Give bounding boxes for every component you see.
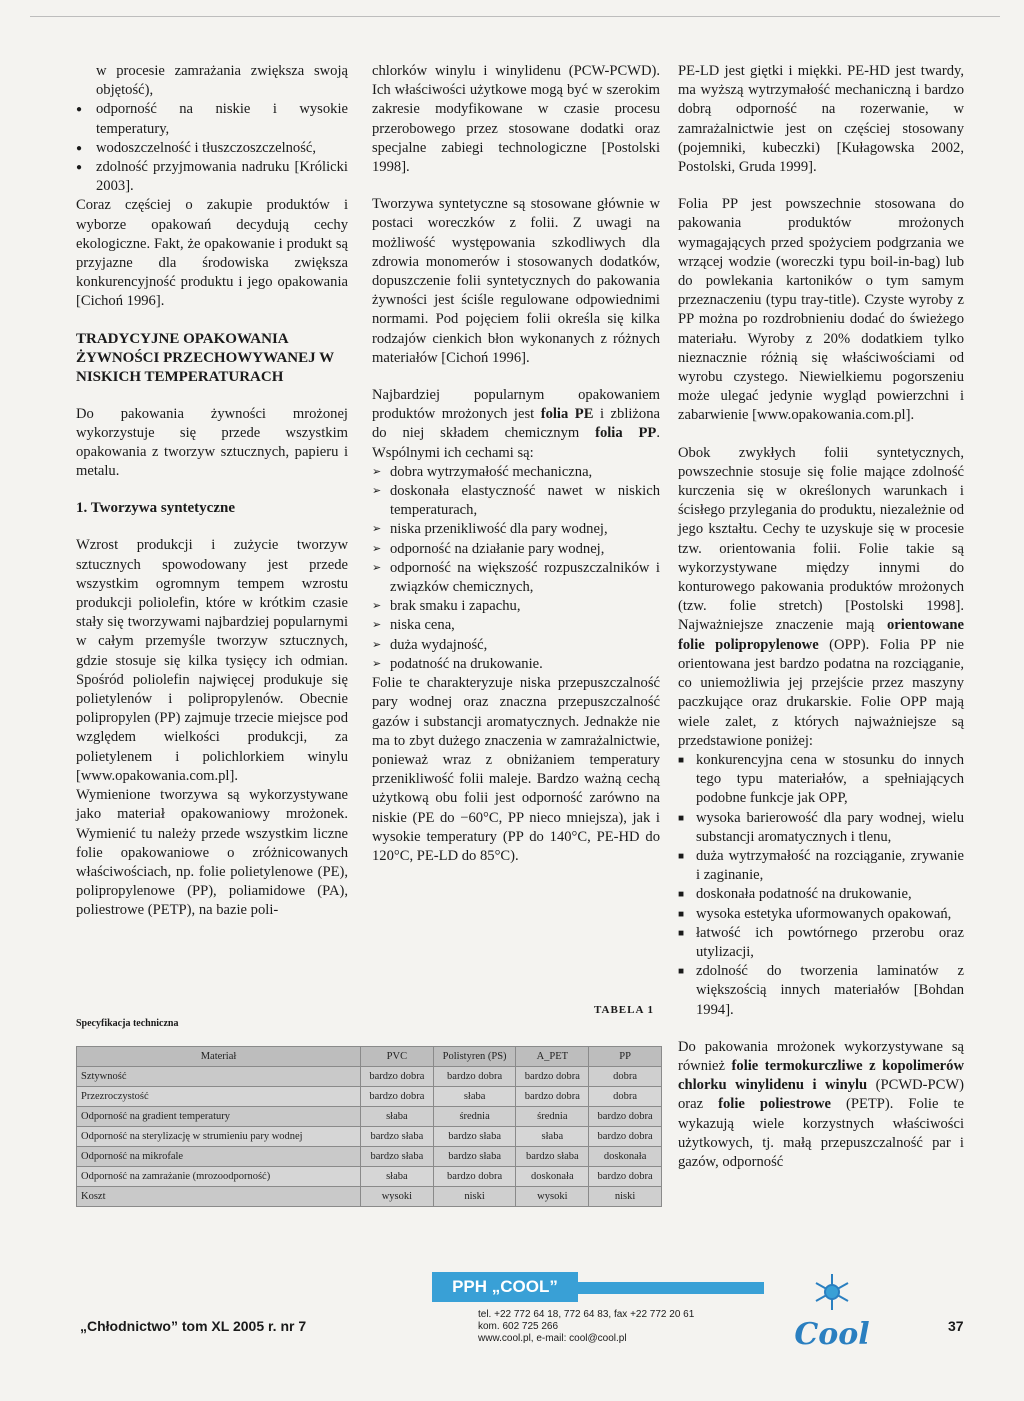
list-item: ■ doskonała podatność na drukowanie, [678,885,964,904]
bold-term: folia PE [540,406,594,423]
column-2 [372,62,660,866]
table-header: PP [589,1047,662,1067]
list-item: ■ wysoka barierowość dla pary wodnej, wielu substancji aromatycznych i tlenu, [678,809,964,847]
text-run: (PCWD-PCW) oraz [678,1077,964,1113]
ad-bar [578,1282,764,1294]
table-cell: średnia [433,1107,516,1127]
table-cell: doskonała [589,1147,662,1167]
list-item: ● zdolność przyjmowania nadruku [Królicki 2003]. [76,158,348,196]
table-cell: bardzo słaba [433,1147,516,1167]
table-header: Materiał [77,1047,361,1067]
list-item: ● odporność na niskie i wysokie temperatury, [76,100,348,138]
list-item: ➢ odporność na większość rozpuszczalników i związków chemicznych, [372,559,660,597]
table-cell: bardzo dobra [361,1087,434,1107]
table-cell: wysoki [516,1187,589,1207]
col2-para-2: Tworzywa syntetyczne są stosowane głównie w postaci woreczków z folii. Z uwagi na możliwość występowania szkodliwych dla zdrowia monomerów i stosowanych dodatków, dopuszczenie folii syntetycznych do pakowania żywności jest ściśle regulowane odpowiednimi normami. Pod pojęciem folii określa się kilka rodzajów cienkich błon wykonanych z różnych materiałów [Cichoń 1996]. [372,196,660,366]
col1-para-1: Coraz częściej o zakupie produktów i wyborze opakowań decydują cechy ekologiczne. Fakt, że opakowanie i produkt są przyjazne dla środowiska zwiększa konkurencyjność produktu i jego opakowania [Cichoń 1996]. [76,197,348,310]
text-run: . Wspólnymi ich cechami są: [372,425,660,461]
table-header: Polistyren (PS) [433,1047,516,1067]
subsection-heading: 1. Tworzywa syntetyczne [76,500,235,517]
spec-table [76,1046,662,1207]
col1-bullet-list [76,100,348,196]
section-heading: TRADYCYJNE OPAKOWANIA ŻYWNOŚCI PRZECHOWYWANEJ W NISKICH TEMPERATURACH [76,330,334,385]
list-item: ➢ dobra wytrzymałość mechaniczna, [372,463,660,482]
table-row [77,1127,662,1147]
table-cell: słaba [361,1167,434,1187]
table-header: PVC [361,1047,434,1067]
bold-term: folia PP [595,425,657,442]
table-cell: bardzo słaba [361,1147,434,1167]
text-run: (PETP). Folie te wykazują wiele korzystnych właściwości użytkowych, tj. małą przepuszczalność par i gazów, odporność [678,1096,964,1170]
ad-phone: tel. +22 772 64 18, 772 64 83, fax +22 772 20 61 [478,1309,695,1320]
col3-para-3 [678,444,964,751]
column-1 [76,62,348,921]
table-cell: słaba [516,1127,589,1147]
col2-para-4: Folie te charakteryzuje niska przepuszczalność pary wodnej oraz znaczna przepuszczalność gazów i substancji aromatycznych. Jednakże nie ma to zbyt dużego znaczenia w zamrażalnictwie, ponieważ wraz z obniżaniem temperatury przenikliwość folii maleje. Bardzo ważną cechą użytkową obu folii jest odporność zarówno na niskie (PE do −60°C, PP nieco mniejsza), jak i wysokie temperatury (PP do 140°C, PE-HD do 120°C, PE-LD do 85°C). [372,675,660,864]
table-cell: Odporność na zamrażanie (mrozoodporność) [77,1167,361,1187]
table-cell: bardzo dobra [589,1107,662,1127]
ad-mobile: kom. 602 725 266 [478,1321,559,1332]
table-cell: bardzo dobra [361,1067,434,1087]
table-header: A_PET [516,1047,589,1067]
col3-para-1: PE-LD jest giętki i miękki. PE-HD jest twardy, ma wyższą wytrzymałość mechaniczną i bardzo dobrą odporność na rozerwanie, w zamrażalnictwie jest on częściej stosowany (pojemniki, kubeczki) [Kułagowska 2002, Postolski, Gruda 1999]. [678,63,964,176]
col2-para-3 [372,386,660,463]
table-cell: Koszt [77,1187,361,1207]
table-row [77,1107,662,1127]
table-cell: bardzo dobra [516,1087,589,1107]
col1-para-3: Wzrost produkcji i zużycie tworzyw sztucznych spowodowany jest przede wszystkim ogromnym tempem wzrostu produkcji poliolefin, które w krótkim czasie stały się tworzywami najbardziej popularnymi w całym przemyśle tworzyw sztucznych, gdzie stosuje się kilka tysięcy ich odmian. Spośród poliolefin najwięcej produkuje się polietylenów i polipropylenów. Obecnie polipropylen (PP) zajmuje trzecie miejsce pod względem wielkości produkcji, za polietylenem i polichlorkiem winylu [www.opakowania.com.pl]. [76,537,348,784]
table-header-row [77,1047,662,1067]
ad-web: www.cool.pl, e-mail: cool@cool.pl [478,1333,627,1344]
table-cell: bardzo dobra [589,1167,662,1187]
table-row [77,1067,662,1087]
table-cell: Sztywność [77,1067,361,1087]
logo-text: Cool [794,1317,870,1352]
table-row [77,1167,662,1187]
table-cell: średnia [516,1107,589,1127]
table-cell: słaba [433,1087,516,1107]
col1-para-2: Do pakowania żywności mrożonej wykorzystuje się przede wszystkim opakowania z tworzyw sztucznych, papieru i metalu. [76,405,348,480]
list-item: ➢ duża wydajność, [372,636,660,655]
bold-term: folie termokurczliwe z kopolimerów chlorku winylidenu i winylu [678,1057,964,1094]
text-run: (OPP). Folia PP nie orientowana jest bardzo podatna na rozciąganie, co uniemożliwia jej przejście przez maszyny paczkujące oraz drukarskie. Folie OPP mają wiele zalet, z których najważniejsze są przedstawione poniżej: [678,636,964,749]
table-cell: bardzo słaba [516,1147,589,1167]
list-item: ■ konkurencyjna cena w stosunku do innych tego typu materiałów, a spełniających podobne funkcje jak OPP, [678,751,964,809]
table-row [77,1187,662,1207]
list-item: ■ wysoka estetyka uformowanych opakowań, [678,905,964,924]
table-cell: wysoki [361,1187,434,1207]
list-item: ➢ niska cena, [372,616,660,635]
table-cell: niski [589,1187,662,1207]
table-cell: bardzo słaba [361,1127,434,1147]
bold-term: folie poliestrowe [718,1096,831,1113]
table-cell: bardzo dobra [433,1067,516,1087]
cool-logo [782,1270,882,1360]
text-run: Najbardziej popularnym opakowaniem produktów mrożonych jest [372,387,660,423]
table-row [77,1087,662,1107]
list-item: ■ zdolność do tworzenia laminatów z większością innych materiałów [Bohdan 1994]. [678,962,964,1020]
table-cell: Odporność na mikrofale [77,1147,361,1167]
table-cell: niski [433,1187,516,1207]
table-cell: bardzo dobra [589,1127,662,1147]
table-cell: Odporność na gradient temperatury [77,1107,361,1127]
table-cell: Przezroczystość [77,1087,361,1107]
table-cell: doskonała [516,1167,589,1187]
list-item: ● wodoszczelność i tłuszczoszczelność, [76,139,348,158]
table-cell: bardzo słaba [433,1127,516,1147]
ad-contact [478,1309,694,1345]
table-row [77,1147,662,1167]
table-cell: słaba [361,1107,434,1127]
bold-term: orientowane folie polipropylenowe [678,617,964,653]
col1-para-4: Wymienione tworzywa są wykorzystywane jako materiał opakowaniowy mrożonek. Wymienić tu należy przede wszystkim liczne folie opakowaniowe o zróżnicowanych właściwościach, np. folie polietylenowe (PE), polipropylenowe (PP), poliamidowe (PA), poliestrowe (PETP), na bazie poli- [76,787,348,919]
col3-para-4 [678,1038,964,1172]
col3-para-2: Folia PP jest powszechnie stosowana do pakowania produktów mrożonych wymagających przed spożyciem podgrzania we wrzącej wodzie (woreczki typu boil-in-bag) lub do powlekania kartoników o tym samym przeznaczeniu (typu tray-title). Czyste wyroby z PP można po rozdrobnieniu dodać do świeżego materiału. Wyroby z 20% dodatkiem tylko nieznacznie różnią się właściwościami od wyrobu czystego. Niewielkiemu pogorszeniu może ulegać jedynie wygląd powierzchni i zabarwienie [www.opakowania.com.pl]. [678,196,964,424]
journal-citation: „Chłodnictwo” tom XL 2005 r. nr 7 [80,1318,307,1334]
column-3 [678,62,964,1172]
col1-intro: w procesie zamrażania zwiększa swoją objętość), [96,63,348,99]
page-number: 37 [948,1318,964,1334]
list-item: ➢ odporność na działanie pary wodnej, [372,540,660,559]
text-run: i zbliżona do niej składem chemicznym [372,406,660,442]
text-run: Obok zwykłych folii syntetycznych, powszechnie stosuje się folie mające zdolność kurczenia się w określonych warunkach i ścisłego przylegania do produktu, niezależnie od jego kształtu. Cechy te uzyskuje się w procesie tzw. orientowania folii. Folie takie są wykorzystywane między innymi do konturowego pakowania produktów mrożonych (tzw. folie stretch) [Postolski 1998]. Najważniejsze znaczenie mają [678,444,964,634]
col2-feature-list [372,463,660,674]
list-item: ➢ podatność na drukowanie. [372,655,660,674]
top-rule [30,16,1000,17]
list-item: ➢ niska przenikliwość dla pary wodnej, [372,520,660,539]
table-number: TABELA 1 [594,1004,655,1016]
list-item: ■ duża wytrzymałość na rozciąganie, zrywanie i zaginanie, [678,847,964,885]
list-item: ■ łatwość ich powtórnego przerobu oraz utylizacji, [678,924,964,962]
table-caption: Specyfikacja techniczna [76,1018,179,1029]
col3-advantage-list [678,751,964,1020]
snowflake-icon [816,1274,848,1310]
table-cell: dobra [589,1087,662,1107]
table-cell: dobra [589,1067,662,1087]
col2-para-1: chlorków winylu i winylidenu (PCW-PCWD). Ich właściwości użytkowe mogą być w szerokim zakresie modyfikowane w czasie procesu przerobowego przez stosowane dodatki oraz specjalne zabiegi technologiczne [Postolski 1998]. [372,63,660,176]
list-item: ➢ brak smaku i zapachu, [372,597,660,616]
table-cell: bardzo dobra [516,1067,589,1087]
table-cell: Odporność na sterylizację w strumieniu pary wodnej [77,1127,361,1147]
text-run: Do pakowania mrożonek wykorzystywane są również [678,1038,964,1074]
list-item: ➢ doskonała elastyczność nawet w niskich temperaturach, [372,482,660,520]
table-cell: bardzo dobra [433,1167,516,1187]
ad-title: PPH „COOL” [432,1272,578,1302]
